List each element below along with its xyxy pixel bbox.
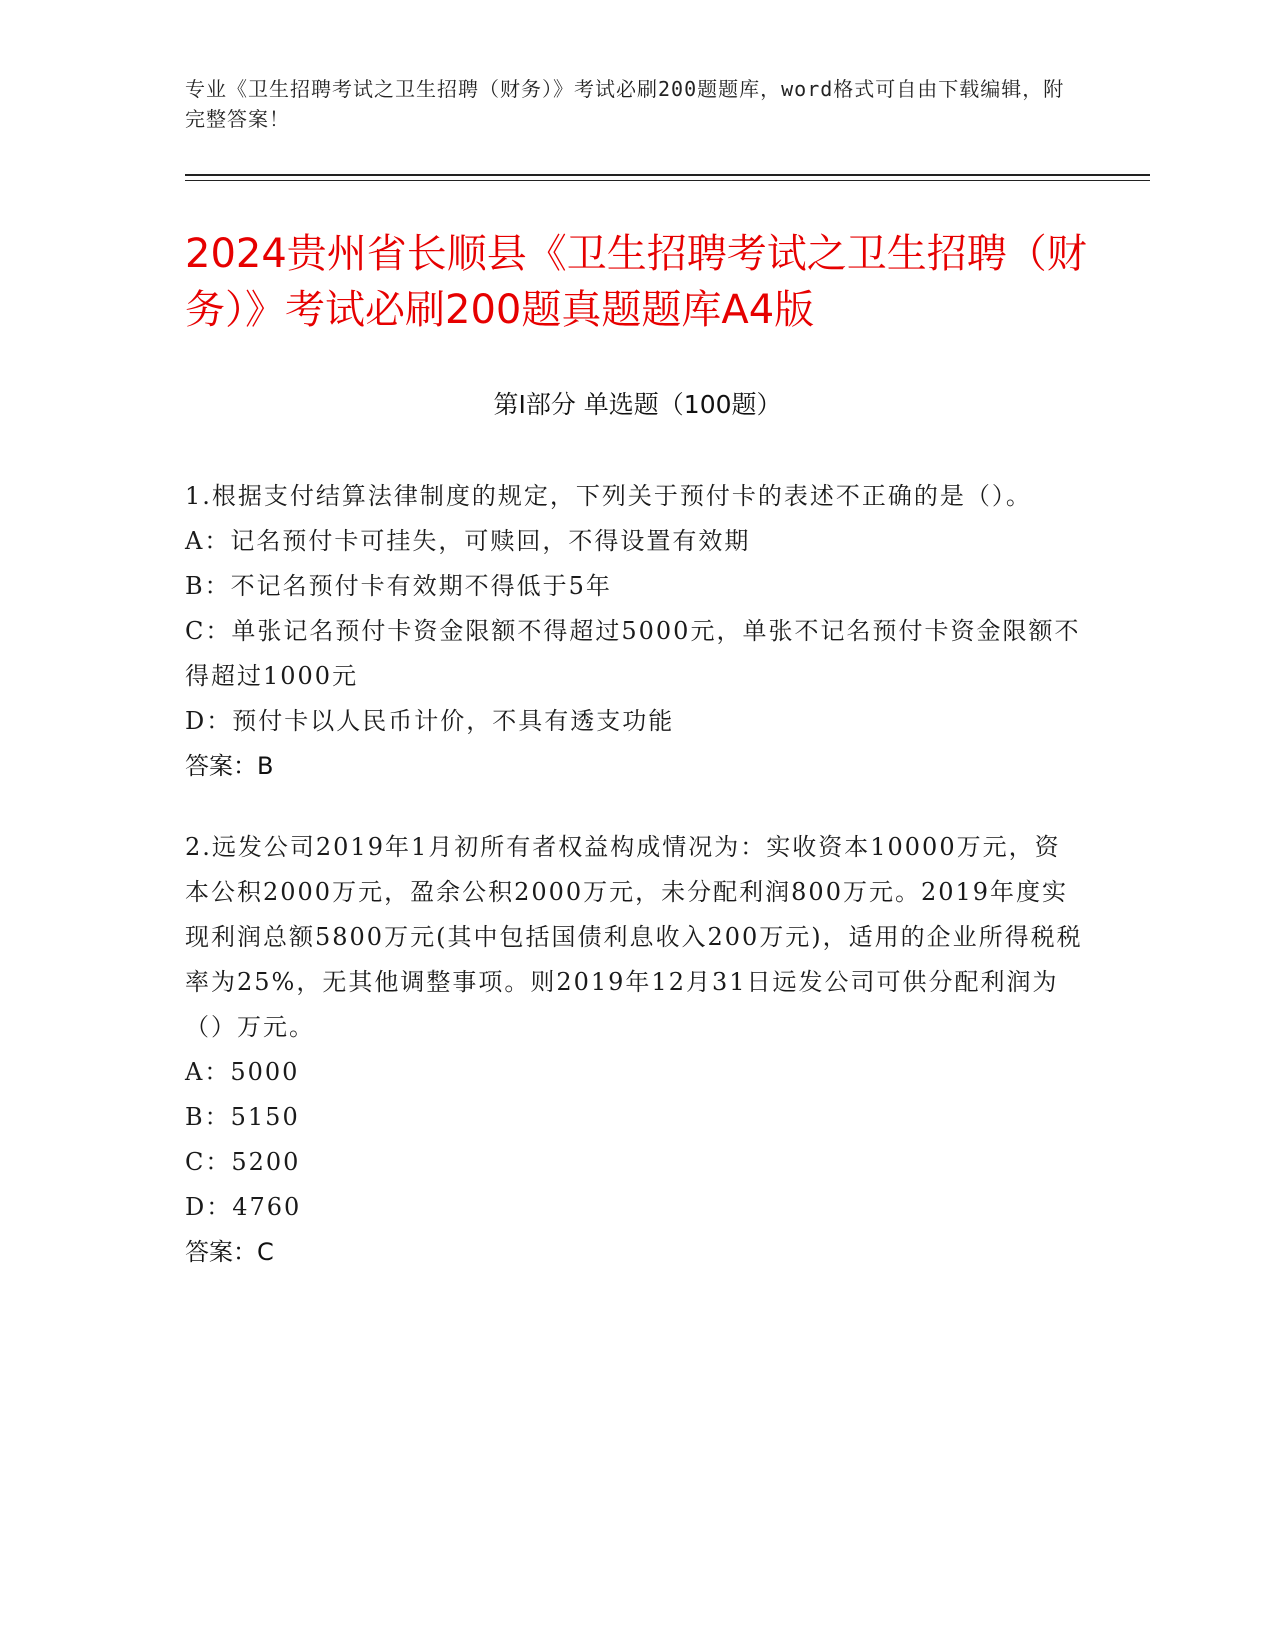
option-b: B：5150 (185, 1103, 300, 1131)
header-divider-thick (185, 174, 1150, 176)
option-a: A：5000 (185, 1058, 300, 1086)
question-list (185, 474, 1085, 1311)
option-d: D：4760 (185, 1193, 302, 1221)
header-note: 专业《卫生招聘考试之卫生招聘（财务）》考试必刷200题题库，word格式可自由下载编辑，附完整答案！ (185, 77, 1065, 131)
option-a: A：记名预付卡可挂失，可赎回，不得设置有效期 (185, 527, 751, 555)
header-divider-thin (185, 180, 1150, 181)
option-d: D：预付卡以人民币计价，不具有透支功能 (185, 707, 675, 735)
answer: 答案：B (185, 752, 274, 780)
option-c: C：5200 (185, 1148, 301, 1176)
option-c: C：单张记名预付卡资金限额不得超过5000元，单张不记名预付卡资金限额不得超过1000元 (185, 617, 1081, 690)
question-2 (185, 825, 1085, 1275)
question-stem: 2.远发公司2019年1月初所有者权益构成情况为：实收资本10000万元，资本公积2000万元，盈余公积2000万元，未分配利润800万元。2019年度实现利润总额5800万元(其中包括国债利息收入200万元)，适用的企业所得税税率为25%，无其他调整事项。则2019年12月31日远发公司可供分配利润为（）万元。 (185, 833, 1083, 1041)
document-title: 2024贵州省长顺县《卫生招聘考试之卫生招聘（财务）》考试必刷200题真题题库A4版 (185, 231, 1087, 333)
option-b: B：不记名预付卡有效期不得低于5年 (185, 572, 612, 600)
section-title: 第I部分 单选题（100题） (493, 390, 782, 419)
question-stem: 1.根据支付结算法律制度的规定，下列关于预付卡的表述不正确的是（）。 (185, 482, 1032, 510)
answer: 答案：C (185, 1238, 274, 1266)
question-1 (185, 474, 1085, 789)
